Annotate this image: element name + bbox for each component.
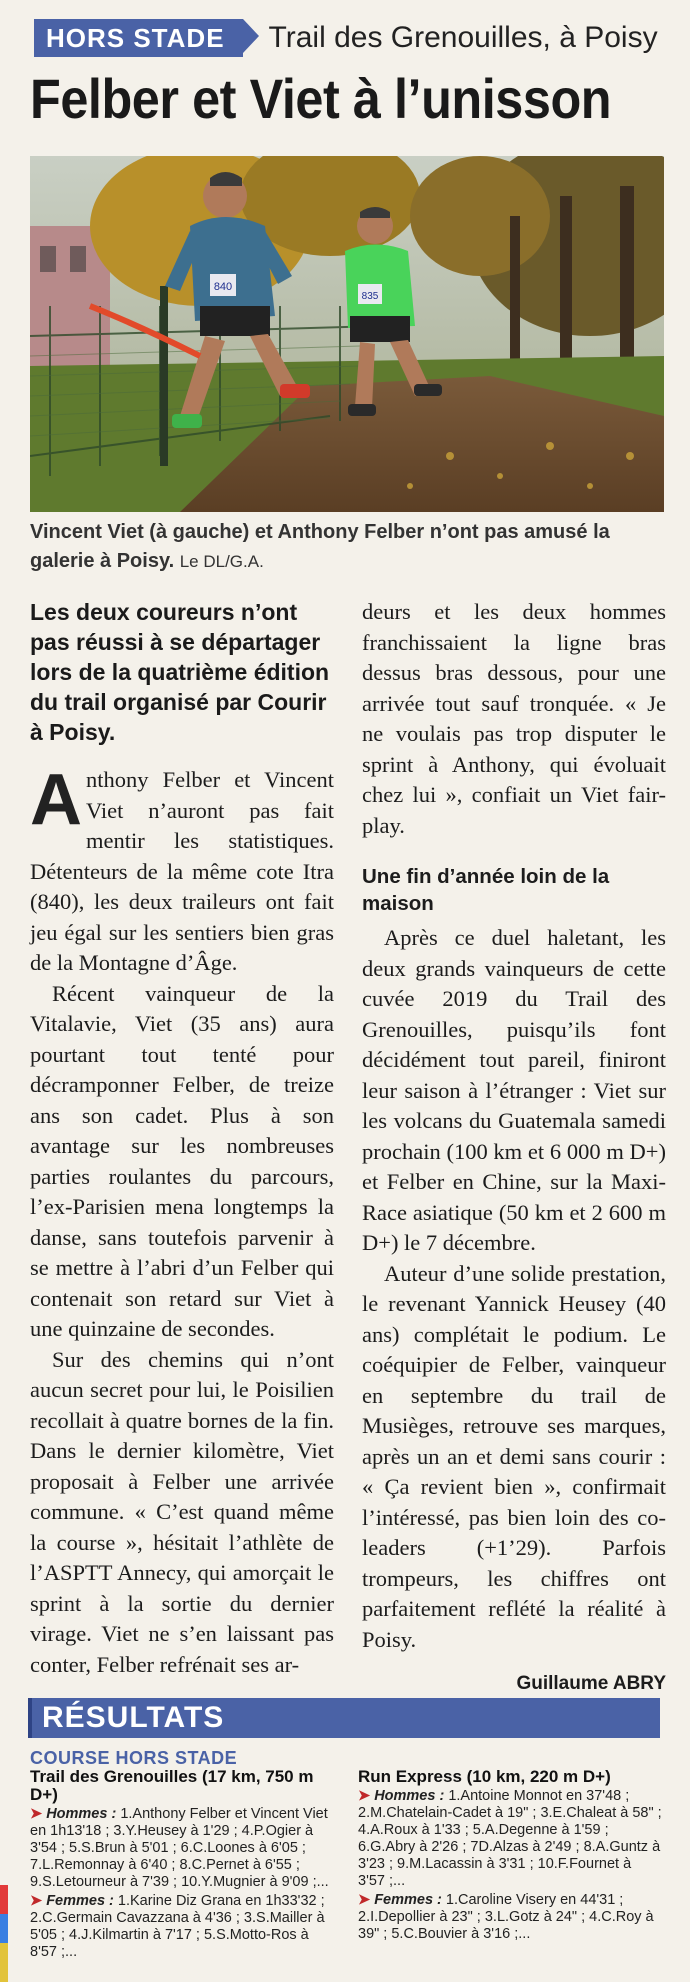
section-badge: HORS STADE: [34, 19, 243, 57]
svg-text:840: 840: [213, 281, 233, 293]
results-women-label: Femmes :: [46, 1893, 114, 1909]
article-column-left: [30, 597, 334, 1680]
results-race-title: Run Express (10 km, 220 m D+): [358, 1767, 611, 1786]
arrow-icon: ➤: [30, 1806, 47, 1822]
results-women-label: Femmes :: [374, 1892, 442, 1908]
results-race-title: Trail des Grenouilles (17 km, 750 m D+): [30, 1767, 314, 1804]
drop-cap: A: [30, 760, 82, 840]
photo-caption: [30, 518, 664, 576]
paragraph-2: Récent vainqueur de la Vitalavie, Viet (35 ans) aura pourtant tout tenté pour décramponner Felber, de treize ans son cadet. Plus à son avantage sur les nombreuses parties roulantes du parcours, l’ex-Parisien mena longtemps la danse, sans toutefois parvenir à se mettre à l’abri d’un Felber qui contenait son retard sur Viet à une quinzaine de secondes.: [30, 980, 334, 1341]
results-women-text: 1.Caroline Visery en 44'31 ; 2.I.Depollier à 23" ; 3.L.Gotz à 24" ; 4.C.Roy à 39" ; 5.C.Bouvier à 3'16 ;...: [358, 1892, 654, 1942]
svg-text:835: 835: [361, 291, 379, 302]
kicker-row: [34, 18, 664, 58]
results-women: [358, 1892, 662, 1943]
results-men: [358, 1788, 662, 1890]
article-subhead: Une fin d’année loin de la maison: [362, 865, 610, 915]
color-margin-strip: [0, 1885, 8, 1982]
results-column-left: [30, 1748, 334, 1961]
paragraph-3: Sur des chemins qui n’ont aucun secret pour lui, le Poisilien recollait à quatre bornes de la fin. Dans le dernier kilomètre, Viet proposait à Felber une arrivée commune. « C’est quand même la course », hésitait l’athlète de l’ASPTT Annecy, qui amorçait le sprint à la sortie du dernier virage. Viet ne s’en laissant pas conter, Felber refrénait ses ar-: [30, 1346, 334, 1677]
caption-text: Vincent Viet (à gauche) et Anthony Felber n’ont pas amusé la galerie à Poisy.: [30, 521, 610, 572]
results-men-label: Hommes :: [46, 1806, 117, 1822]
results-men: [30, 1806, 334, 1891]
results-header: RÉSULTATS: [28, 1698, 660, 1738]
results-men-text: 1.Antoine Monnot en 37'48 ; 2.M.Chatelain-Cadet à 19" ; 3.E.Chaleat à 58" ; 4.A.Roux à 1'33 ; 5.A.Degenne à 1'59 ; 6.G.Abry à 2'26 ; 7D.Alzas à 2'49 ; 8.A.Guntz à 3'23 ; 9.M.Lacassin à 3'31 ; 10.F.Fournet à 3'57 ;...: [358, 1788, 662, 1889]
paragraph-5: Après ce duel haletant, les deux grands vainqueurs de cette cuvée 2019 du Trail des Grenouilles, puisqu’ils font décidément tout pareil, finiront leur saison à l’étranger : Viet sur les volcans du Guatemala samedi prochain (100 km et 6 000 m D+) et Felber en Chine, sur la Maxi-Race asiatique (50 km et 2 600 m D+) le 7 décembre.: [362, 925, 666, 1255]
paragraph-4: deurs et les deux hommes franchissaient la ligne bras dessus bras dessous, pour une arrivée tout sauf tronquée. « Je ne voulais pas trop disputer le sprint à Anthony, qui évoluait chez lui », confiait un Viet fair-play.: [362, 599, 666, 838]
arrow-icon: ➤: [30, 1893, 47, 1909]
article-lead: Les deux coureurs n’ont pas réussi à se départager lors de la quatrième édition du trail organisé par Courir à Poisy.: [30, 599, 330, 745]
results-women: [30, 1893, 334, 1961]
kicker-title: Trail des Grenouilles, à Poisy: [268, 21, 658, 54]
results-category: COURSE HORS STADE: [30, 1748, 238, 1768]
headline: Felber et Viet à l’unisson: [30, 67, 612, 130]
results-men-label: Hommes :: [374, 1788, 445, 1804]
results-column-right: [358, 1748, 662, 1943]
results-men-text: 1.Anthony Felber et Vincent Viet en 1h13'18 ; 3.Y.Heusey à 1'29 ; 4.P.Ogier à 3'54 ; 5.S.Brun à 5'01 ; 6.C.Loones à 6'05 ; 7.L.Remonnay à 6'40 ; 8.C.Pernet à 6'55 ; 9.S.Letourneur à 7'39 ; 10.Y.Mugnier à 9'09 ;...: [30, 1806, 329, 1890]
article-photo: [30, 156, 664, 512]
author-signature: Guillaume ABRY: [516, 1673, 666, 1694]
photo-credit: Le DL/G.A.: [179, 552, 264, 571]
paragraph-6: Auteur d’une solide prestation, le revenant Yannick Heusey (40 ans) complétait le podium. Le coéquipier de Felber, vainqueur en septembre du trail de Musièges, retrouve ses marques, après un an et demi sans courir : « Ça revient bien », confirmait l’intéressé, pas bien loin des co-leaders (+1’29). Parfois trompeurs, les chiffres ont parfaitement reflété la réalité à Poisy.: [362, 1260, 666, 1652]
article-column-right: [362, 597, 666, 1700]
paragraph-1: [30, 760, 334, 979]
arrow-icon: ➤: [358, 1788, 375, 1804]
results-women-text: 1.Karine Diz Grana en 1h33'32 ; 2.C.Germain Cavazzana à 4'36 ; 3.S.Mailler à 5'05 ; 4.J.Kilmartin à 7'17 ; 5.S.Motto-Ros à 8'57 ;...: [30, 1893, 325, 1960]
arrow-icon: ➤: [358, 1892, 375, 1908]
runners-photo-illustration: [30, 156, 664, 512]
paragraph-1-text: nthony Felber et Vincent Viet n’auront pas fait mentir les statistiques. Détenteurs de la même cote Itra (840), les deux traileurs ont fait jeu égal sur les sentiers bien gras de la Montagne d’Âge.: [30, 767, 334, 975]
